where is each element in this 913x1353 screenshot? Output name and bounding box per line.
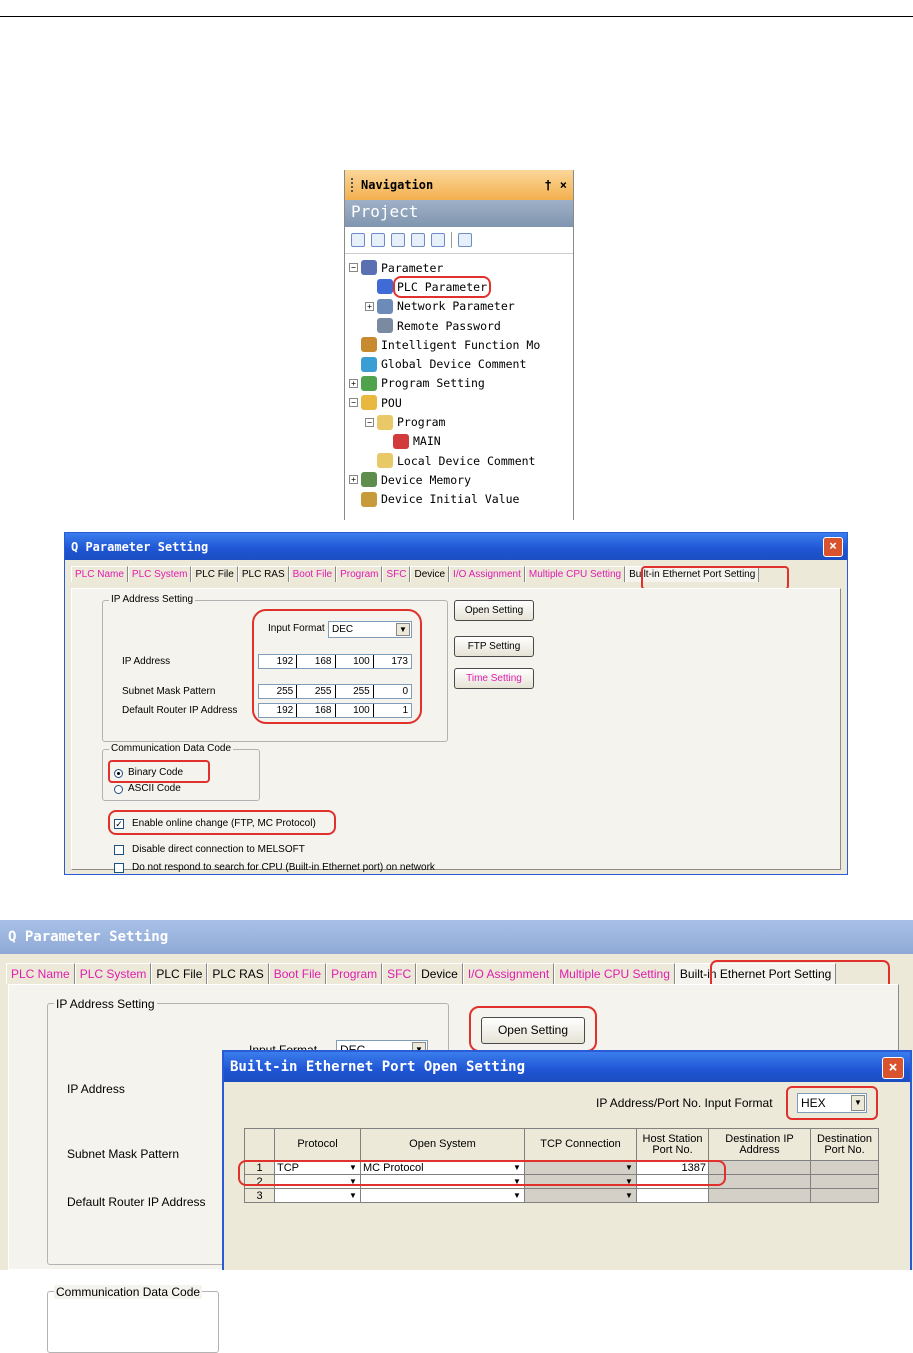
table-row [245,1189,879,1203]
tree-node[interactable] [345,432,573,451]
open-setting-dialog [222,1050,912,1270]
tab-plc-file[interactable]: PLC File [151,963,207,984]
property-icon[interactable] [411,233,425,247]
time-setting-button[interactable]: Time Setting [454,668,534,689]
dest-ip-cell[interactable] [709,1189,811,1203]
subnet-label: Subnet Mask Pattern [122,686,216,697]
tree-node[interactable] [345,470,573,489]
open-system-cell-value: MC Protocol [363,1161,424,1174]
navigation-toolbar [345,227,573,254]
router-octet-3[interactable]: 100 [336,704,374,717]
enable-online-change-checkbox[interactable]: ✓ [115,819,123,829]
tree-item-icon [377,318,393,333]
tab-plc-name[interactable]: PLC Name [71,566,128,582]
tab-plc-system[interactable]: PLC System [75,963,152,984]
navigation-title: Navigation [361,178,434,192]
toolbar-separator [451,232,452,248]
row-number-cell-value: 1 [256,1161,263,1174]
tab-device[interactable]: Device [416,963,463,984]
ascii-code-label: ASCII Code [128,783,181,794]
tab-plc-system[interactable]: PLC System [128,566,192,582]
chevron-down-icon[interactable]: ▼ [349,1163,357,1172]
tree-node[interactable] [345,490,573,509]
tree-item-label: PLC Parameter [397,279,488,294]
col-dest-port: Destination Port No. [811,1129,879,1161]
collapse-icon[interactable]: − [349,263,358,272]
tree-connector [349,360,358,369]
tab-sfc[interactable]: SFC [382,566,410,582]
tree-item-label: Global Device Comment [381,357,527,372]
open-system-cell[interactable] [361,1189,525,1203]
tab-plc-file[interactable]: PLC File [191,566,237,582]
host-port-cell-value: 1387 [681,1161,706,1174]
input-format-label-3: IP Address/Port No. Input Format [596,1096,773,1110]
tab-plc-ras[interactable]: PLC RAS [207,963,268,984]
router-octet-4[interactable]: 1 [402,705,408,716]
dialog-title: Q Parameter Setting [71,539,209,554]
tab-i-o-assignment[interactable]: I/O Assignment [449,566,525,582]
chevron-down-icon[interactable]: ▼ [625,1177,633,1186]
expand-icon[interactable]: + [349,379,358,388]
highlight-hex [786,1086,878,1120]
col-protocol: Protocol [275,1129,361,1161]
tab-program[interactable]: Program [336,566,382,582]
refresh-icon[interactable] [431,233,445,247]
open-setting-button-2[interactable]: Open Setting [481,1017,585,1044]
tree-node[interactable] [345,374,573,393]
ethernet-settings-panel [71,588,841,873]
highlight-ip-settings [252,609,422,724]
page-top-rule [0,16,913,17]
highlight-tab-ethernet [641,566,789,590]
ip-group-label: IP Address Setting [111,594,194,605]
protocol-cell-value: TCP [277,1161,299,1174]
tree-item-icon [377,279,393,294]
tree-node[interactable] [345,297,573,316]
copy-icon[interactable] [371,233,385,247]
tree-connector [365,282,374,291]
close-icon[interactable]: × [823,537,843,557]
host-port-cell[interactable] [637,1189,709,1203]
tree-connector [349,495,358,504]
chevron-down-icon[interactable]: ▼ [513,1177,521,1186]
collapse-icon[interactable]: − [349,398,358,407]
tree-connector [365,321,374,330]
row-number-header [245,1129,275,1161]
tree-item-label: Remote Password [397,318,501,333]
col-open-system: Open System [361,1129,525,1161]
binary-code-label: Binary Code [128,767,184,778]
navigation-panel [344,170,574,520]
tab-plc-ras[interactable]: PLC RAS [238,566,289,582]
protocol-cell[interactable] [275,1189,361,1203]
subnet-octet-1[interactable]: 255 [259,685,297,698]
tree-item-icon [377,453,393,468]
filter-icon[interactable] [458,233,472,247]
disable-direct-checkbox[interactable] [114,845,124,855]
chevron-down-icon[interactable]: ▼ [349,1177,357,1186]
chevron-down-icon[interactable]: ▼ [625,1191,633,1200]
tree-node[interactable] [345,277,573,296]
project-header: Project [345,200,573,227]
subnet-label-2: Subnet Mask Pattern [67,1147,180,1161]
dialog-title-bar [65,533,847,560]
close-icon[interactable]: × [882,1057,904,1079]
tree-item-label: Device Initial Value [381,492,520,507]
tree-item-label: Local Device Comment [397,453,536,468]
tree-item-label: Parameter [381,260,444,275]
tree-item-icon [361,357,377,372]
highlight-online-change [108,810,336,835]
enable-online-change-label: Enable online change (FTP, MC Protocol) [132,818,316,829]
chevron-down-icon[interactable]: ▼ [513,1191,521,1200]
tab-boot-file[interactable]: Boot File [269,963,326,984]
ip-address-label-2: IP Address [67,1082,125,1096]
tree-item-icon [361,260,377,275]
router-octet-2[interactable]: 168 [297,704,335,717]
dialog2-title: Q Parameter Setting [8,929,169,945]
ip-octet-2[interactable]: 168 [297,655,335,668]
tree-node[interactable] [345,335,573,354]
ascii-code-radio[interactable] [114,785,123,794]
tab-boot-file[interactable]: Boot File [289,566,336,582]
pin-icon[interactable]: † [544,178,552,192]
tab-program[interactable]: Program [326,963,382,984]
dest-port-cell[interactable] [811,1189,879,1203]
tree-connector [381,437,390,446]
chevron-down-icon[interactable]: ▼ [349,1191,357,1200]
navigation-title-bar [345,170,573,200]
tab-built-in-ethernet-port-setting[interactable]: Built-in Ethernet Port Setting [675,963,836,984]
tree-item-label: POU [381,395,402,410]
ftp-setting-button[interactable]: FTP Setting [454,636,534,657]
tree-connector [365,456,374,465]
tree-node[interactable] [345,412,573,431]
tree-item-icon [361,376,377,391]
expand-icon[interactable]: + [365,302,374,311]
tree-item-icon [361,492,377,507]
tree-item-label: Device Memory [381,472,472,487]
tree-connector [349,340,358,349]
tree-node[interactable] [345,354,573,373]
communication-group-2 [47,1285,219,1353]
port-format-value: HEX [801,1096,826,1110]
col-tcp-connection: TCP Connection [525,1129,637,1161]
tab-built-in-ethernet-port-setting[interactable]: Built-in Ethernet Port Setting [625,566,759,582]
tree-item-icon [377,415,393,430]
tree-node[interactable] [345,451,573,470]
highlight-open-setting [469,1006,597,1052]
row-number-cell-value: 3 [256,1189,263,1202]
tab-plc-name[interactable]: PLC Name [6,963,75,984]
ip-octet-3[interactable]: 100 [336,655,374,668]
highlight-row-1 [238,1160,726,1186]
tcp-connection-cell[interactable] [525,1189,637,1203]
dest-port-cell[interactable] [811,1161,879,1175]
table-header-row [245,1129,879,1161]
row-number-cell-value: 2 [256,1175,263,1188]
tree-item-label: Program Setting [381,376,485,391]
row-number-cell [245,1189,275,1203]
tree-item-label: Program [397,415,446,430]
open-setting-title-bar [224,1052,910,1082]
subnet-octet-3[interactable]: 255 [336,685,374,698]
do-not-respond-label: Do not respond to search for CPU (Built-in Ethernet port) on network [132,862,435,873]
comm-group-label: Communication Data Code [111,743,232,754]
open-setting-title: Built-in Ethernet Port Open Setting [230,1059,526,1075]
highlight-binary-code [108,760,210,783]
chevron-down-icon[interactable]: ▼ [396,623,410,636]
close-icon[interactable]: × [559,178,567,192]
tree-node[interactable] [345,258,573,277]
tab-multiple-cpu-setting[interactable]: Multiple CPU Setting [525,566,625,582]
collapse-icon[interactable]: − [365,418,374,427]
tree-item-label: Network Parameter [397,299,515,314]
tree-item-icon [393,434,409,449]
expand-icon[interactable]: + [349,475,358,484]
input-format-label: Input Format [268,623,325,634]
open-setting-button[interactable]: Open Setting [454,600,534,621]
tree-item-icon [377,299,393,314]
chevron-down-icon[interactable]: ▼ [851,1095,865,1111]
col-dest-ip: Destination IP Address [709,1129,811,1161]
ip-octet-1[interactable]: 192 [259,655,297,668]
tab-device[interactable]: Device [410,566,449,582]
input-format-value: DEC [332,624,354,635]
chevron-down-icon[interactable]: ▼ [513,1163,521,1172]
tree-item-label: Intelligent Function Mo [381,337,541,352]
do-not-respond-checkbox[interactable] [114,863,124,873]
router-label: Default Router IP Address [122,705,238,716]
q-parameter-dialog-1 [64,532,848,875]
new-data-icon[interactable] [351,233,365,247]
ip-octet-4[interactable]: 173 [391,656,408,667]
disable-direct-label: Disable direct connection to MELSOFT [132,844,305,855]
paste-icon[interactable] [391,233,405,247]
tree-item-icon [361,472,377,487]
project-tree [345,254,573,509]
router-label-2: Default Router IP Address [67,1195,206,1209]
ip-address-label: IP Address [122,656,171,667]
tree-item-icon [361,337,377,352]
dest-port-cell[interactable] [811,1175,879,1189]
subnet-octet-2[interactable]: 255 [297,685,335,698]
dialog2-title-bar [0,920,913,954]
col-host-port: Host Station Port No. [637,1129,709,1161]
tree-item-icon [361,395,377,410]
tree-item-label: MAIN [413,434,441,449]
ip-group-label-2: IP Address Setting [56,997,155,1011]
router-octet-1[interactable]: 192 [259,704,297,717]
tab-sfc[interactable]: SFC [382,963,416,984]
grip-icon[interactable] [351,178,356,192]
tree-node[interactable] [345,316,573,335]
chevron-down-icon[interactable]: ▼ [625,1163,633,1172]
tab-i-o-assignment[interactable]: I/O Assignment [463,963,554,984]
comm-group-label-2: Communication Data Code [56,1285,201,1299]
tab-multiple-cpu-setting[interactable]: Multiple CPU Setting [554,963,675,984]
subnet-octet-4[interactable]: 0 [402,686,408,697]
tree-node[interactable] [345,393,573,412]
